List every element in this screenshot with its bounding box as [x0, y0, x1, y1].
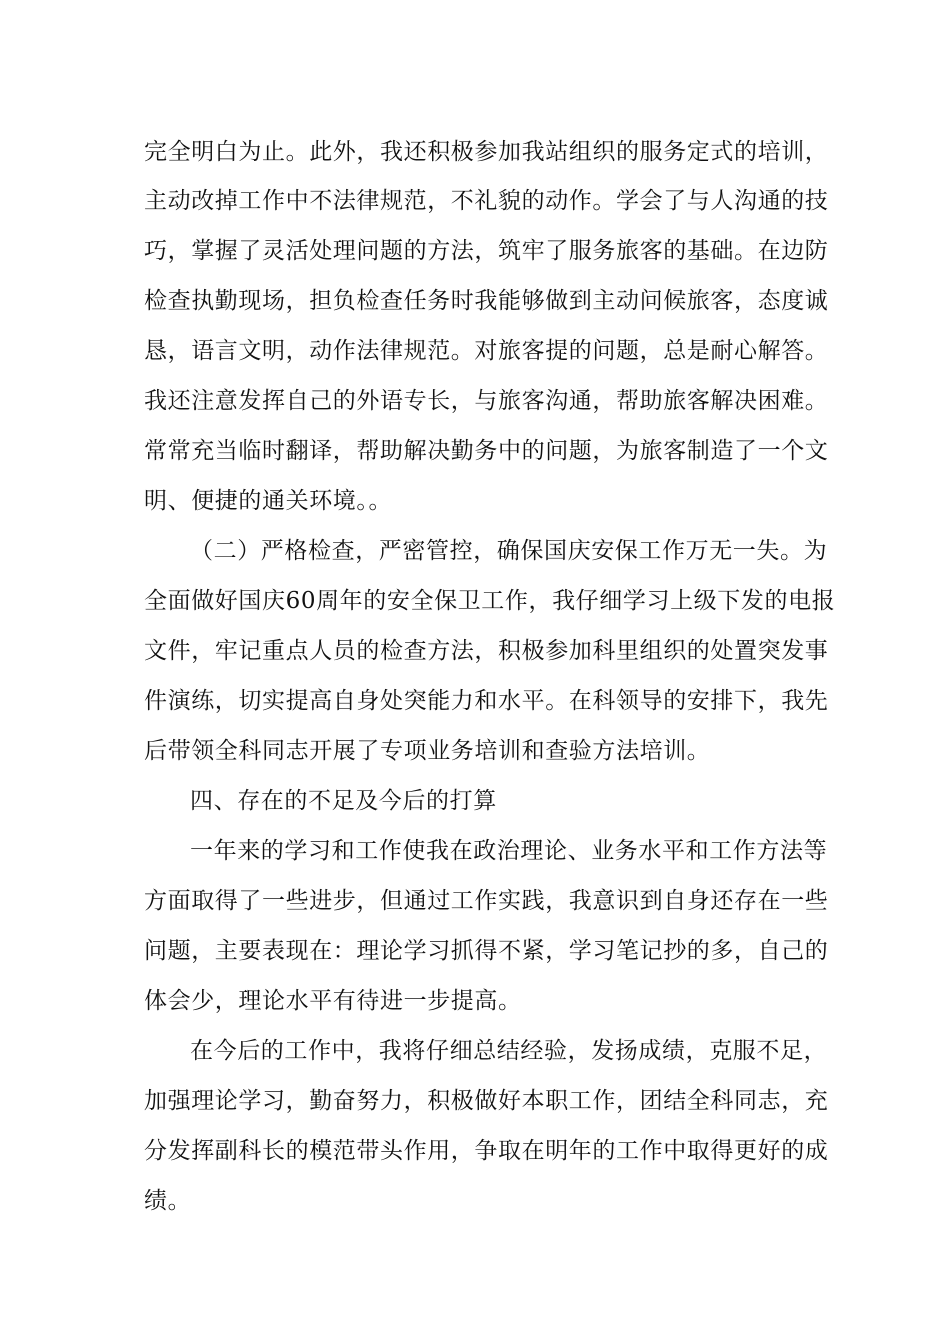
- paragraph-line-8: 明、便捷的通关环境。。: [144, 488, 393, 514]
- section-two-line-2: 全面做好国庆60周年的安全保卫工作，我仔细学习上级下发的电报: [144, 588, 836, 614]
- shortcomings-line-2: 方面取得了一些进步，但通过工作实践，我意识到自身还存在一些: [144, 888, 829, 914]
- paragraph-line-6: 我还注意发挥自己的外语专长，与旅客沟通，帮助旅客解决困难。: [144, 388, 829, 414]
- shortcomings-line-1: 一年来的学习和工作使我在政治理论、业务水平和工作方法等: [190, 838, 828, 864]
- section-heading-four: 四、存在的不足及今后的打算: [190, 788, 497, 814]
- section-two-line-4: 件演练，切实提高自身处突能力和水平。在科领导的安排下，我先: [144, 688, 829, 714]
- paragraph-line-2: 主动改掉工作中不法律规范，不礼貌的动作。学会了与人沟通的技: [144, 188, 829, 214]
- section-two-line-1: （二）严格检查，严密管控，确保国庆安保工作万无一失。为: [190, 538, 828, 564]
- paragraph-line-4: 检查执勤现场，担负检查任务时我能够做到主动问候旅客，态度诚: [144, 288, 829, 314]
- shortcomings-line-4: 体会少，理论水平有待进一步提高。: [144, 988, 522, 1014]
- plan-line-3: 分发挥副科长的模范带头作用，争取在明年的工作中取得更好的成: [144, 1138, 829, 1164]
- plan-line-2: 加强理论学习，勤奋努力，积极做好本职工作，团结全科同志，充: [144, 1088, 829, 1114]
- paragraph-line-1: 完全明白为止。此外，我还积极参加我站组织的服务定式的培训，: [144, 139, 829, 165]
- paragraph-line-5: 恳，语言文明，动作法律规范。对旅客提的问题，总是耐心解答。: [144, 338, 829, 364]
- paragraph-line-7: 常常充当临时翻译，帮助解决勤务中的问题，为旅客制造了一个文: [144, 438, 829, 464]
- plan-line-4: 绩。: [144, 1188, 192, 1214]
- shortcomings-line-3: 问题，主要表现在：理论学习抓得不紧，学习笔记抄的多，自己的: [144, 938, 829, 964]
- plan-line-1: 在今后的工作中，我将仔细总结经验，发扬成绩，克服不足，: [190, 1038, 828, 1064]
- section-two-line-3: 文件，牢记重点人员的检查方法，积极参加科里组织的处置突发事: [144, 638, 829, 664]
- section-two-line-5: 后带领全科同志开展了专项业务培训和查验方法培训。: [144, 738, 711, 764]
- paragraph-line-3: 巧，掌握了灵活处理问题的方法，筑牢了服务旅客的基础。在边防: [144, 238, 829, 264]
